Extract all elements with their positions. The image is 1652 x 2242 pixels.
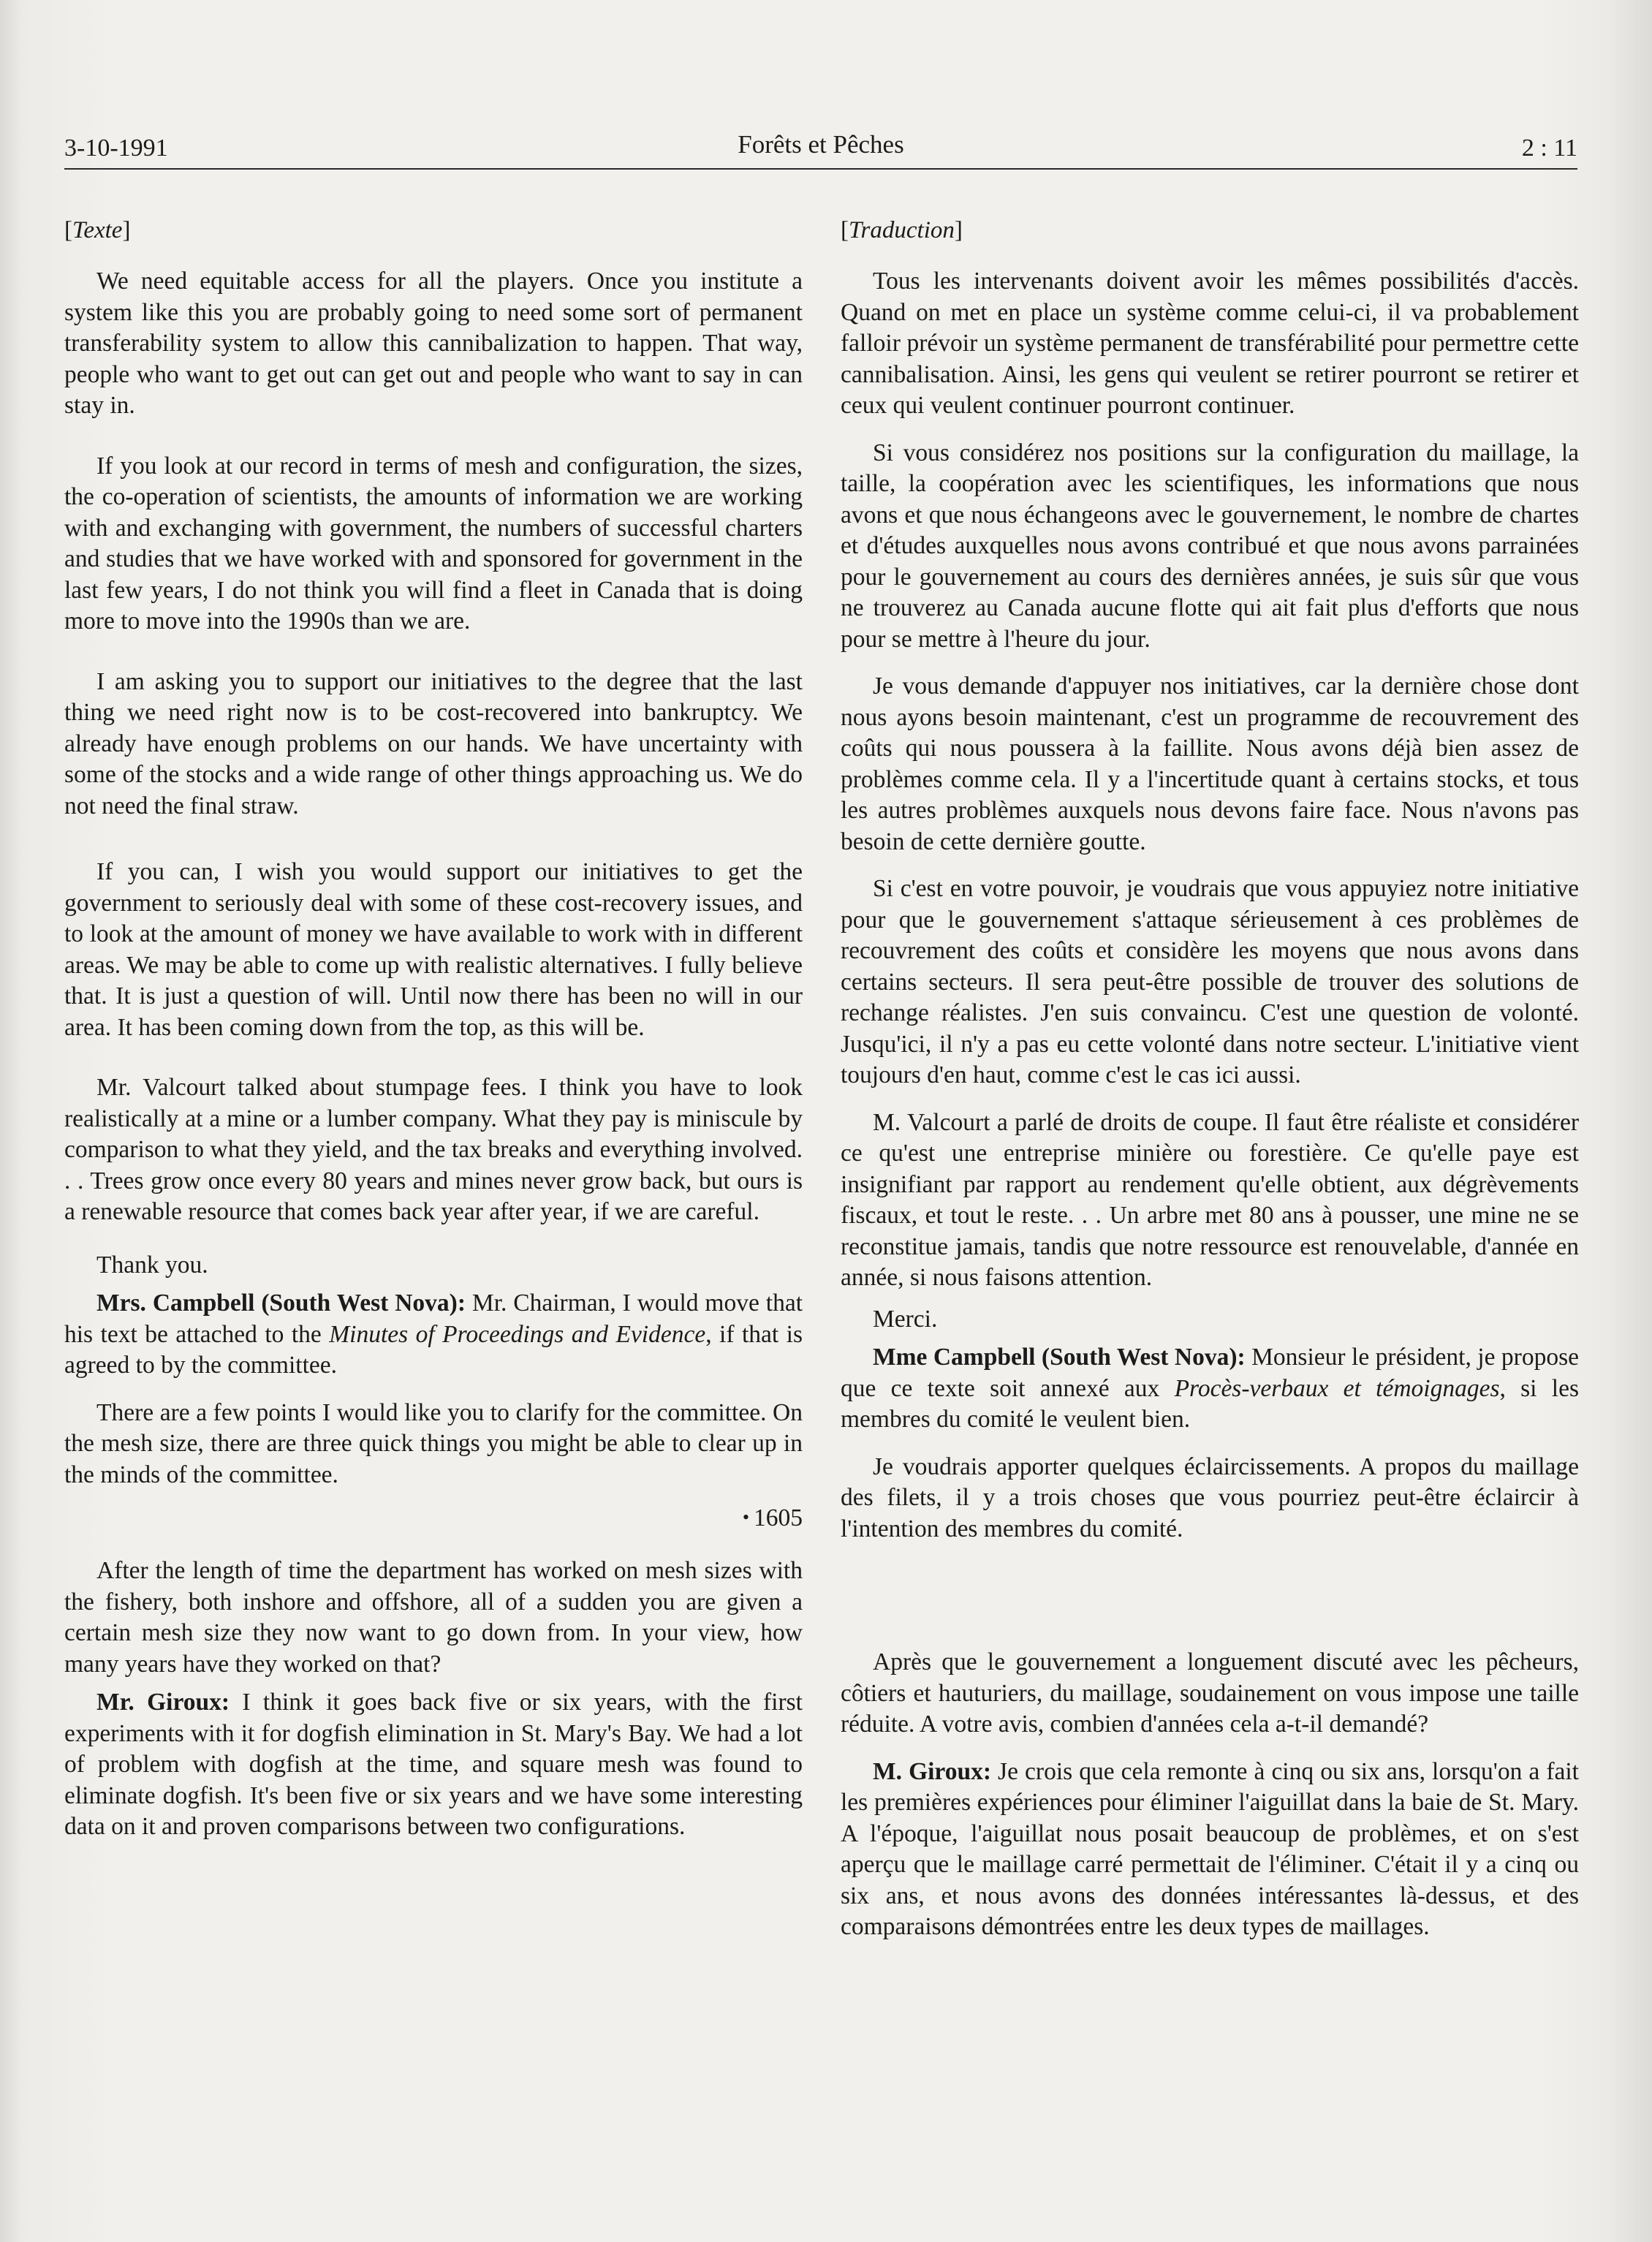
- speaker-name: M. Giroux:: [873, 1757, 991, 1785]
- italic-title: Minutes of Proceedings and Evidence: [329, 1320, 706, 1348]
- speech-text: Mr. Chairman, I would move that his text be attached to the: [64, 1289, 803, 1348]
- speaker-name: Mrs. Campbell (South West Nova):: [96, 1289, 466, 1317]
- paragraph: I am asking you to support our initiatives to the degree that the last thing we need right now is to be cost-recovered into bankruptcy. We already have enough problems on our hands. We have uncertainty with some of the stocks and a wide range of other things approaching us. We do not need the final straw.: [64, 667, 803, 819]
- column-heading-traduction: [Traduction]: [841, 217, 963, 243]
- speech-text: I think it goes back five or six years, with the first experiments with it for dogfish elimination in St. Mary's Bay. We had a lot of problem with dogfish at the time, and square mesh was found to eliminate dogfish. It's been five or six years and we have some interesting data on it and proven comparisons between two configurations.: [64, 1689, 803, 1840]
- paragraph: Thank you.: [96, 1251, 208, 1279]
- paragraph: M. Valcourt a parlé de droits de coupe. Il faut être réaliste et considérer ce qu'est une entreprise minière ou forestière. Ce qu'elle paye est insignifiant par rapport au rendement qu'elle obtient, aux dégrèvements fiscaux, et tout le reste. . . Un arbre met 80 ans à pousser, une mine ne se reconstitue jamais, tandis que notre ressource est renouvelable, d'année en année, si nous faisons attention.: [841, 1108, 1579, 1291]
- speaker-paragraph: [64, 1687, 803, 1843]
- heading-label: Traduction: [849, 217, 955, 243]
- speaker-name: Mr. Giroux:: [96, 1689, 230, 1716]
- speech-text: , if that is agreed to by the committee.: [64, 1320, 803, 1379]
- paragraph: Merci.: [873, 1305, 938, 1333]
- column-heading-texte: [Texte]: [64, 217, 131, 243]
- timestamp-value: 1605: [754, 1504, 803, 1531]
- bullet-icon: •: [742, 1507, 749, 1528]
- heading-label: Texte: [72, 217, 123, 243]
- speech-text: , si les membres du comité le veulent bien.: [841, 1374, 1579, 1433]
- paragraph: Après que le gouvernement a longuement discuté avec les pêcheurs, côtiers et hauturiers, du maillage, soudainement on vous impose une taille réduite. A votre avis, combien d'années cela a-t-il demandé?: [841, 1648, 1579, 1738]
- speaker-paragraph: [841, 1757, 1579, 1943]
- timestamp: [64, 1502, 803, 1534]
- paragraph: There are a few points I would like you to clarify for the committee. On the mesh size, there are three quick things you might be able to clear up in the minds of the committee.: [64, 1398, 803, 1488]
- speaker-name: Mme Campbell (South West Nova):: [873, 1344, 1246, 1371]
- paragraph: Je vous demande d'appuyer nos initiatives, car la dernière chose dont nous ayons besoin maintenant, c'est un programme de recouvrement des coûts qui nous poussera à la faillite. Nous avons déjà bien assez de problèmes comme cela. Il y a l'incertitude quant à certains stocks, et tous les autres problèmes auxquels nous devons faire face. Nous n'avons pas besoin de cette dernière goutte.: [841, 673, 1579, 855]
- paragraph: Si vous considérez nos positions sur la configuration du maillage, la taille, la coopération avec les scientifiques, les informations que nous avons et que nous échangeons avec le gouvernement, le nombre de chartes et d'études auxquelles nous avons contribué et que nous avons parrainées pour le gouvernement au cours des dernières années, je suis sûr que vous ne trouverez au Canada aucune flotte qui ait fait plus d'efforts que nous pour se mettre à l'heure du jour.: [841, 439, 1579, 653]
- paragraph: After the length of time the department has worked on mesh sizes with the fishery, both inshore and offshore, all of a sudden you are given a certain mesh size they now want to go down from. In your view, how many years have they worked on that?: [64, 1557, 803, 1678]
- paragraph: Je voudrais apporter quelques éclaircissements. A propos du maillage des filets, il y a trois choses que vous pourriez peut-être éclaircir à l'intention des membres du comité.: [841, 1453, 1579, 1542]
- italic-title: Procès-verbaux et témoignages: [1174, 1374, 1500, 1402]
- paragraph: Mr. Valcourt talked about stumpage fees. I think you have to look realistically at a mine or a lumber company. What they pay is miniscule by comparison to what they yield, and the tax breaks and everything involved. . . Trees grow once every 80 years and mines never grow back, but ours is a renewable resource that comes back year after year, if we are careful.: [64, 1074, 803, 1225]
- speech-text: Monsieur le président, je propose que ce texte soit annexé aux: [841, 1344, 1579, 1402]
- header-page-number: 2 : 11: [1521, 135, 1577, 162]
- english-column: [64, 212, 803, 1843]
- paragraph: We need equitable access for all the players. Once you institute a system like this you are probably going to need some sort of permanent transferability system to allow this cannibalization to happen. That way, people who want to get out can get out and people who want to say in can stay in.: [64, 268, 803, 419]
- paragraph: Si c'est en votre pouvoir, je voudrais que vous appuyiez notre initiative pour que le gouvernement s'attaque sérieusement à ces problèmes de recouvrement des coûts et considère les moyens que nous avons dans certains secteurs. Il sera peut-être possible de trouver des solutions de rechange réalistes. J'en suis convaincu. C'est une question de volonté. Jusqu'ici, il n'y a pas eu cette volonté dans notre secteur. L'initiative vient toujours d'en haut, comme c'est le cas ici aussi.: [841, 875, 1579, 1088]
- paragraph: If you can, I wish you would support our initiatives to get the government to seriously deal with some of these cost-recovery issues, and to look at the amount of money we have available to work with in different areas. We may be able to come up with realistic alternatives. I fully believe that. It is just a question of will. Until now there has been no will in our area. It has been coming down from the top, as this will be.: [64, 858, 803, 1041]
- header-date: 3-10-1991: [64, 135, 168, 162]
- paragraph: If you look at our record in terms of mesh and configuration, the sizes, the co-operation of scientists, the amounts of information we are working with and exchanging with government, the numbers of successful charters and studies that we have worked with and sponsored for government in the last few years, I do not think you will find a fleet in Canada that is doing more to move into the 1990s than we are.: [64, 452, 803, 635]
- paragraph: Tous les intervenants doivent avoir les mêmes possibilités d'accès. Quand on met en place un système comme celui-ci, il va probablement falloir prévoir un système permanent de transférabilité pour permettre cette cannibalisation. Ainsi, les gens qui veulent se retirer pourront se retirer et ceux qui veulent continuer pourront continuer.: [841, 268, 1579, 419]
- header-title: Forêts et Pêches: [738, 130, 904, 159]
- speaker-paragraph: [64, 1288, 803, 1382]
- speaker-paragraph: [841, 1342, 1579, 1436]
- french-column: [841, 212, 1579, 1943]
- running-header: [64, 123, 1577, 170]
- speech-text: Je crois que cela remonte à cinq ou six ans, lorsqu'on a fait les premières expériences pour éliminer l'aiguillat dans la baie de St. Mary. A l'époque, l'aiguillat nous posait beaucoup de problèmes, et on s'est aperçu que le maillage carré permettait de l'éliminer. C'était il y a cinq ou six ans, et nous avons des données intéressantes là-dessus, et des comparaisons démontrées entre les deux types de maillages.: [841, 1757, 1579, 1940]
